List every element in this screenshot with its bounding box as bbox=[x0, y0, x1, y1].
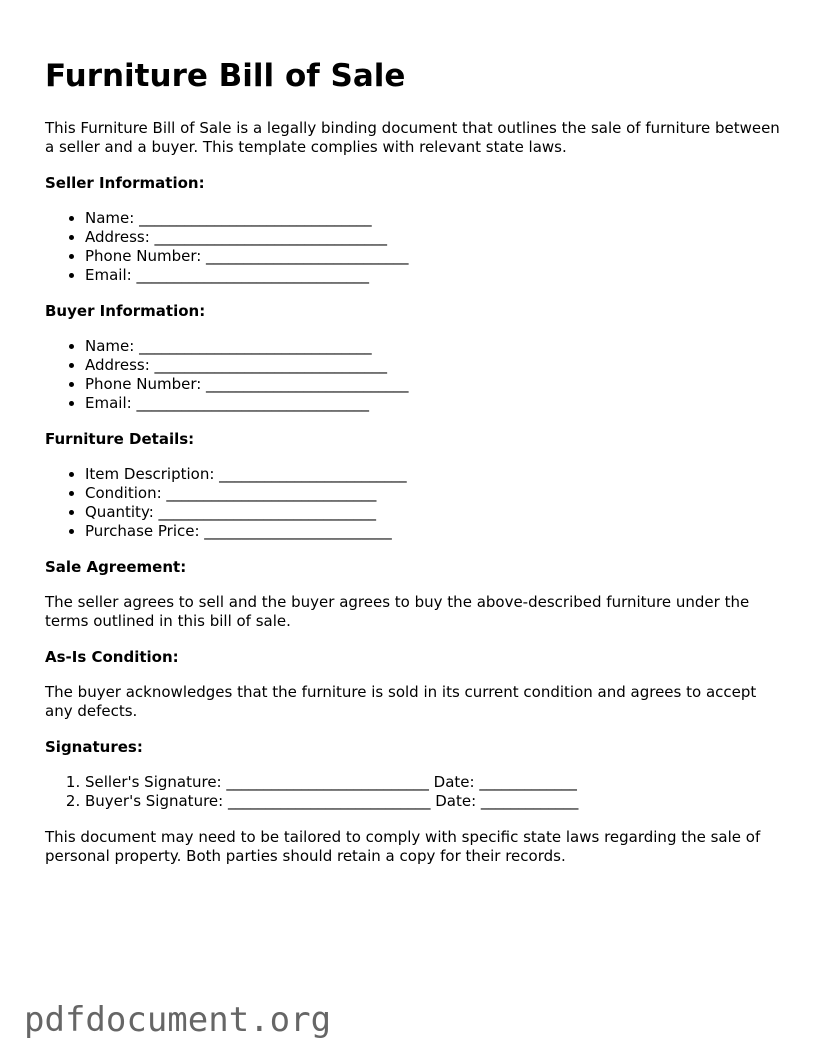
seller-list bbox=[45, 209, 780, 285]
watermark-logo: pdfdocument.org bbox=[24, 1000, 332, 1040]
seller-phone-field: • Phone Number: ___________________________ bbox=[85, 247, 780, 266]
buyer-address-field: • Address: _______________________________ bbox=[85, 356, 780, 375]
signatures-heading: Signatures: bbox=[45, 738, 143, 757]
item-description-field: • Item Description: _________________________ bbox=[85, 465, 780, 484]
buyer-email-field: • Email: _______________________________ bbox=[85, 394, 780, 413]
buyer-phone-field: • Phone Number: ___________________________ bbox=[85, 375, 780, 394]
seller-name-field: • Name: _______________________________ bbox=[85, 209, 780, 228]
buyer-signature-line: 2. Buyer's Signature: ___________________________ Date: _____________ bbox=[85, 792, 780, 811]
as-is-text: The buyer acknowledges that the furniture is sold in its current condition and agrees to accept any defects. bbox=[45, 683, 757, 721]
quantity-field: • Quantity: _____________________________ bbox=[85, 503, 780, 522]
buyer-heading: Buyer Information: bbox=[45, 302, 206, 321]
document-page bbox=[45, 52, 780, 883]
as-is-heading: As-Is Condition: bbox=[45, 648, 179, 667]
seller-email-field: • Email: _______________________________ bbox=[85, 266, 780, 285]
seller-heading: Seller Information: bbox=[45, 174, 205, 193]
intro-paragraph: This Furniture Bill of Sale is a legally binding document that outlines the sale of furniture between a seller and a buyer. This template complies with relevant state laws. bbox=[45, 119, 780, 157]
furniture-heading: Furniture Details: bbox=[45, 430, 195, 449]
buyer-name-field: • Name: _______________________________ bbox=[85, 337, 780, 356]
furniture-list bbox=[45, 465, 780, 541]
sale-agreement-text: The seller agrees to sell and the buyer agrees to buy the above-described furniture under the terms outlined in this bill of sale. bbox=[45, 593, 750, 631]
condition-field: • Condition: ____________________________ bbox=[85, 484, 780, 503]
buyer-list bbox=[45, 337, 780, 413]
purchase-price-field: • Purchase Price: _________________________ bbox=[85, 522, 780, 541]
seller-address-field: • Address: _______________________________ bbox=[85, 228, 780, 247]
seller-signature-line: 1. Seller's Signature: ___________________________ Date: _____________ bbox=[85, 773, 780, 792]
sale-agreement-heading: Sale Agreement: bbox=[45, 558, 187, 577]
page-title: Furniture Bill of Sale bbox=[45, 58, 406, 94]
signatures-list bbox=[45, 773, 780, 811]
closing-paragraph: This document may need to be tailored to comply with specific state laws regarding the sale of personal property. Both parties should retain a copy for their records. bbox=[45, 828, 761, 866]
